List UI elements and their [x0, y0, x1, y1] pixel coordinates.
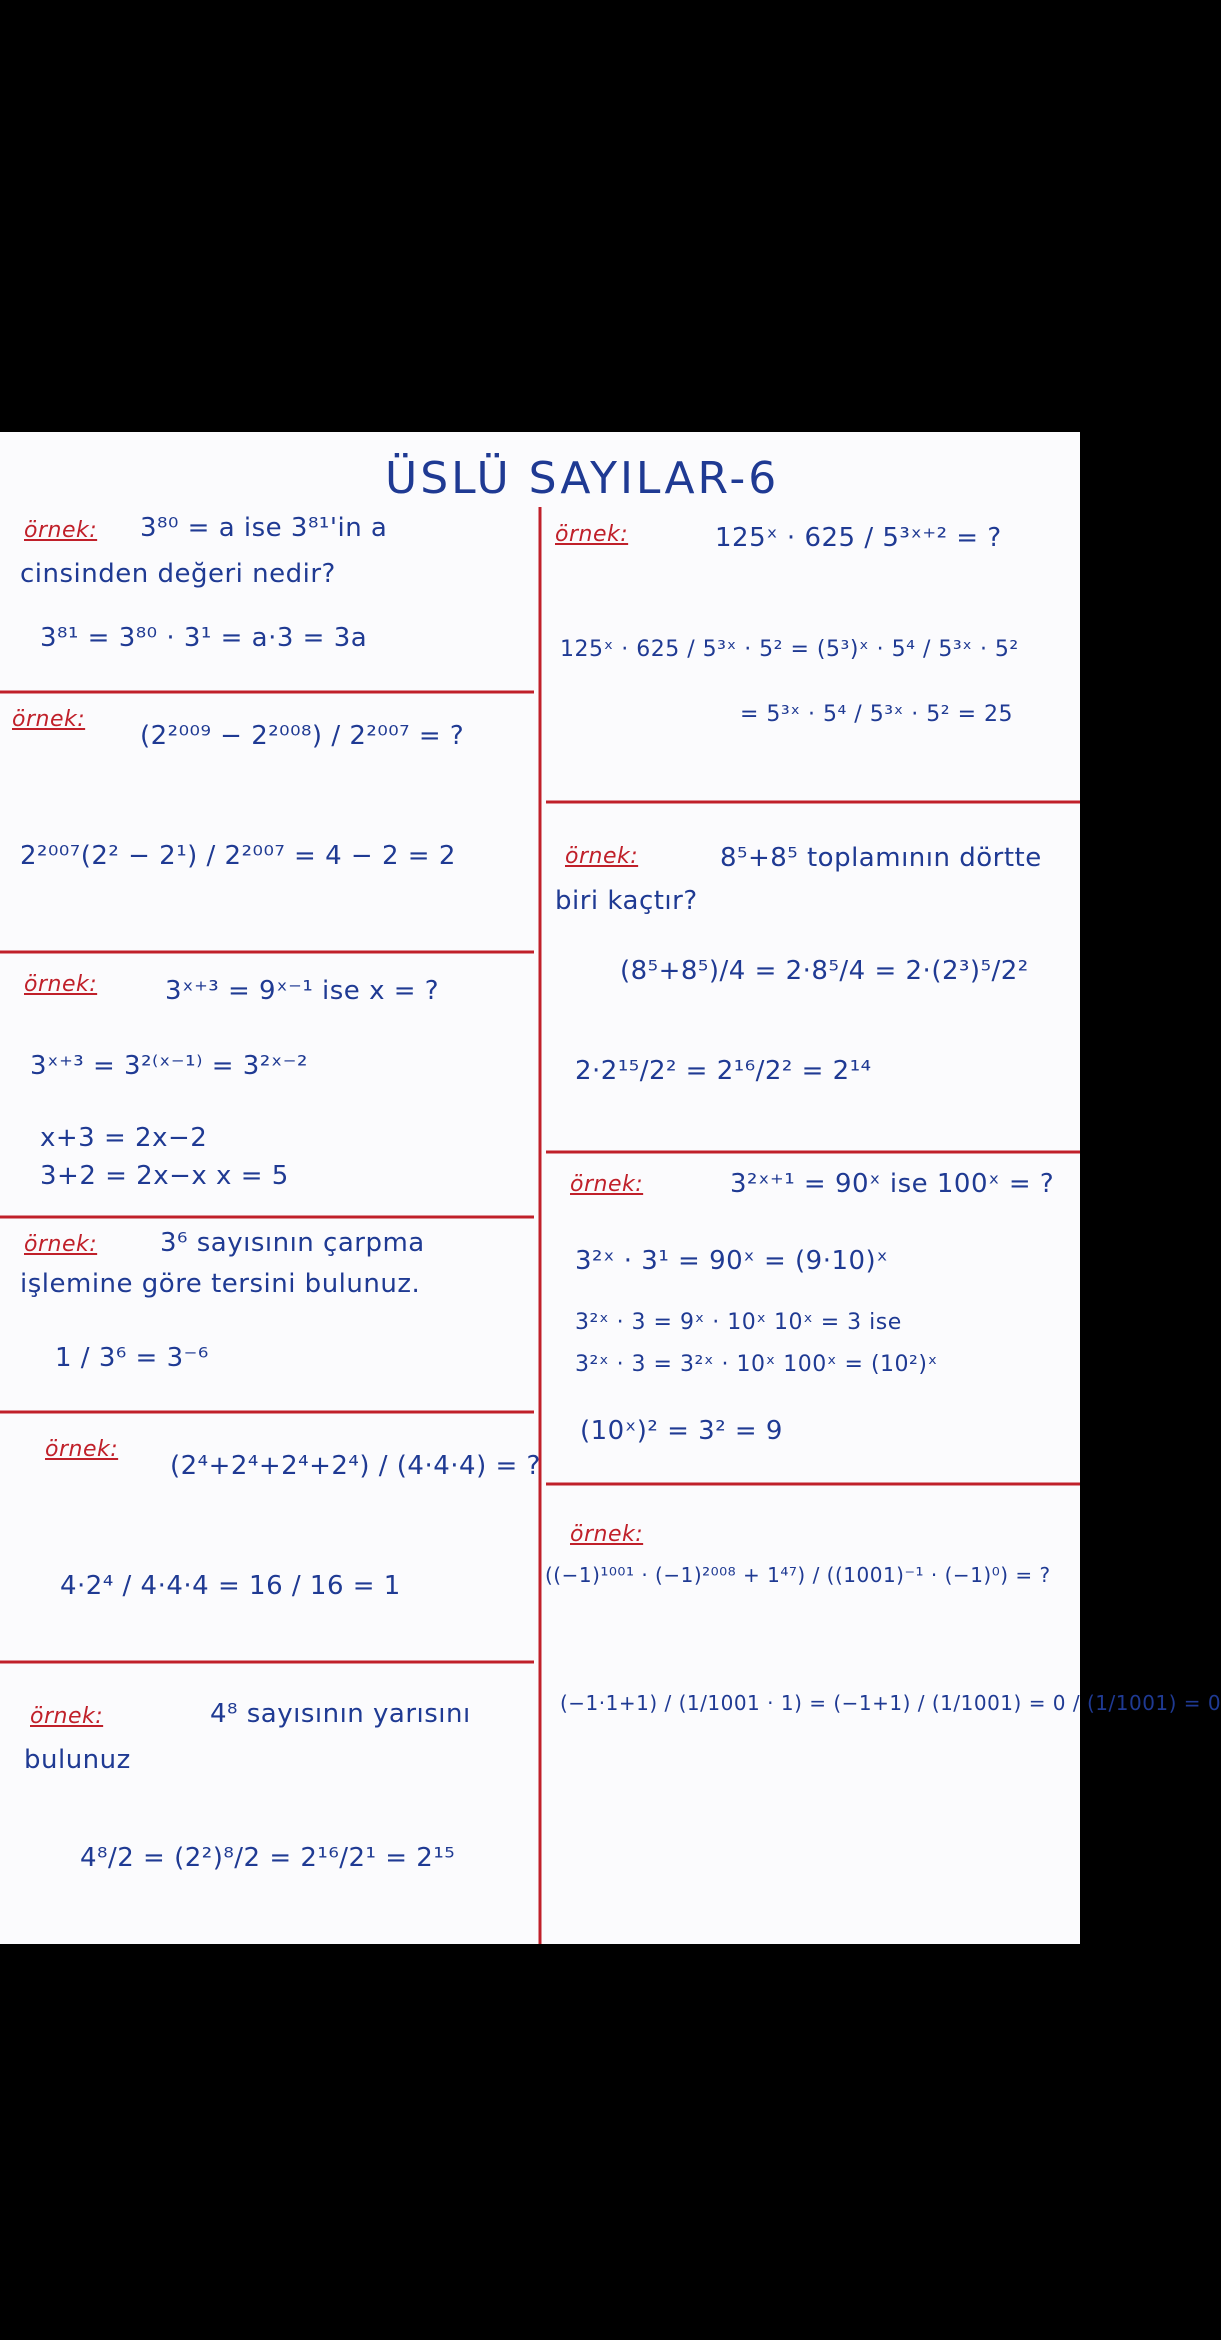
example-3-solution-line-2: x+3 = 2x−2 — [40, 1123, 208, 1153]
example-9-solution-line-1: 3²ˣ · 3¹ = 90ˣ = (9·10)ˣ — [575, 1246, 889, 1276]
page-title: ÜSLÜ SAYILAR-6 — [385, 453, 780, 504]
example-4-label: örnek: — [24, 1232, 98, 1257]
example-6-solution: 4⁸/2 = (2²)⁸/2 = 2¹⁶/2¹ = 2¹⁵ — [80, 1843, 456, 1873]
example-5-label: örnek: — [45, 1437, 119, 1462]
example-3-solution-line-3: 3+2 = 2x−x x = 5 — [40, 1161, 289, 1191]
example-3-label: örnek: — [24, 972, 98, 997]
example-9-solution-line-2: 3²ˣ · 3 = 9ˣ · 10ˣ 10ˣ = 3 ise — [575, 1310, 902, 1335]
example-6-question-line-2: bulunuz — [24, 1745, 131, 1775]
example-9-label: örnek: — [570, 1172, 644, 1197]
example-10-label: örnek: — [570, 1522, 644, 1547]
example-7-label: örnek: — [555, 522, 629, 547]
example-1-solution: 3⁸¹ = 3⁸⁰ · 3¹ = a·3 = 3a — [40, 623, 368, 653]
example-8-solution-line-2: 2·2¹⁵/2² = 2¹⁶/2² = 2¹⁴ — [575, 1056, 872, 1086]
example-9-solution-line-3: 3²ˣ · 3 = 3²ˣ · 10ˣ 100ˣ = (10²)ˣ — [575, 1352, 938, 1377]
example-2-label: örnek: — [12, 707, 86, 732]
top-black-bar — [0, 0, 1080, 432]
example-4-solution: 1 / 3⁶ = 3⁻⁶ — [55, 1343, 209, 1373]
example-8-solution-line-1: (8⁵+8⁵)/4 = 2·8⁵/4 = 2·(2³)⁵/2² — [620, 956, 1029, 986]
example-10-solution: (−1·1+1) / (1/1001 · 1) = (−1+1) / (1/1001) = 0 / (1/1001) = 0 — [560, 1691, 1221, 1715]
example-3-question: 3ˣ⁺³ = 9ˣ⁻¹ ise x = ? — [165, 976, 440, 1006]
example-5-solution: 4·2⁴ / 4·4·4 = 16 / 16 = 1 — [60, 1571, 401, 1601]
example-4-question-line-1: 3⁶ sayısının çarpma — [160, 1228, 425, 1258]
example-8-label: örnek: — [565, 844, 639, 869]
example-10-question: ((−1)¹⁰⁰¹ · (−1)²⁰⁰⁸ + 1⁴⁷) / ((1001)⁻¹ · (−1)⁰) = ? — [545, 1563, 1051, 1587]
example-3-solution-line-1: 3ˣ⁺³ = 3²⁽ˣ⁻¹⁾ = 3²ˣ⁻² — [30, 1051, 308, 1081]
example-9-question: 3²ˣ⁺¹ = 90ˣ ise 100ˣ = ? — [730, 1169, 1055, 1199]
example-8-question-line-2: biri kaçtır? — [555, 886, 698, 916]
example-6-label: örnek: — [30, 1704, 104, 1729]
example-7-solution-line-2: = 5³ˣ · 5⁴ / 5³ˣ · 5² = 25 — [740, 702, 1013, 727]
example-2-solution: 2²⁰⁰⁷(2² − 2¹) / 2²⁰⁰⁷ = 4 − 2 = 2 — [20, 841, 456, 871]
example-7-question: 125ˣ · 625 / 5³ˣ⁺² = ? — [715, 523, 1002, 553]
example-2-question: (2²⁰⁰⁹ − 2²⁰⁰⁸) / 2²⁰⁰⁷ = ? — [140, 721, 465, 751]
example-1-question-line-1: 3⁸⁰ = a ise 3⁸¹'in a — [140, 513, 388, 543]
example-9-solution-line-4: (10ˣ)² = 3² = 9 — [580, 1416, 783, 1446]
bottom-black-bar — [0, 1944, 1080, 2340]
example-1-label: örnek: — [24, 518, 98, 543]
example-1-question-line-2: cinsinden değeri nedir? — [20, 559, 336, 589]
example-5-question: (2⁴+2⁴+2⁴+2⁴) / (4·4·4) = ? — [170, 1451, 541, 1481]
example-8-question-line-1: 8⁵+8⁵ toplamının dörtte — [720, 843, 1042, 873]
notebook-page — [0, 432, 1221, 1944]
example-4-question-line-2: işlemine göre tersini bulunuz. — [20, 1269, 421, 1299]
example-6-question-line-1: 4⁸ sayısının yarısını — [210, 1699, 471, 1729]
example-7-solution-line-1: 125ˣ · 625 / 5³ˣ · 5² = (5³)ˣ · 5⁴ / 5³ˣ · 5² — [560, 637, 1019, 662]
